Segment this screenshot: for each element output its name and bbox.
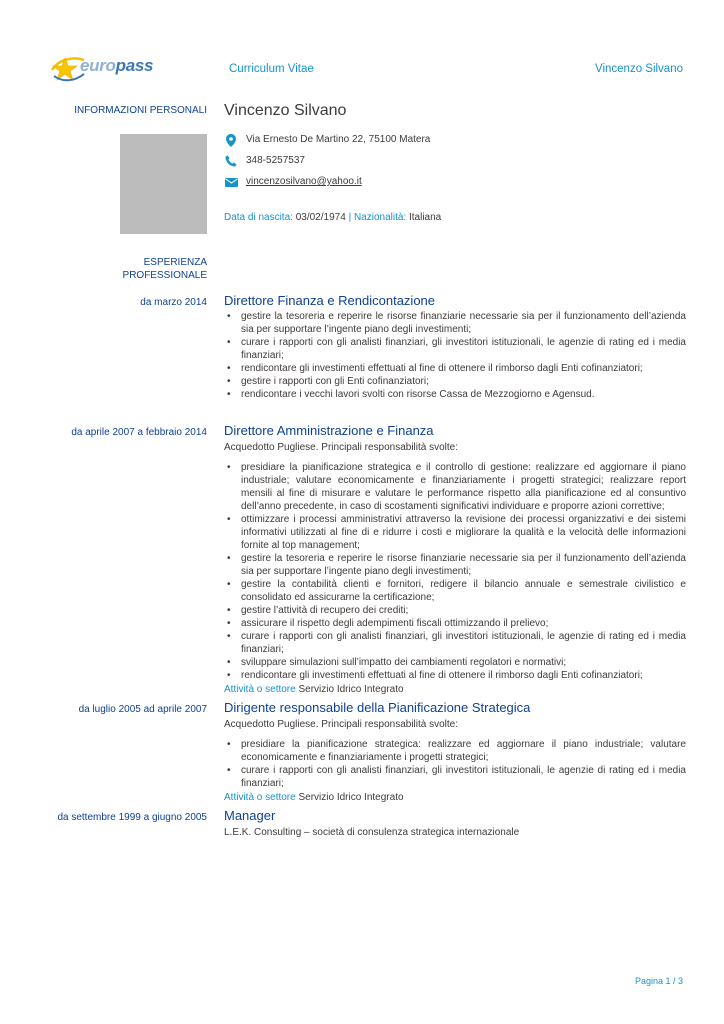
list-item: • gestire la tesoreria e reperire le risorse finanziarie necessarie sia per il funzionamento dell’azienda sia per supportare l’ingente piano degli investimenti; <box>224 310 686 336</box>
photo-placeholder <box>120 134 207 234</box>
job-bullets <box>224 738 686 790</box>
birth-value: 03/02/1974 <box>295 212 346 223</box>
job-period: da aprile 2007 a febbraio 2014 <box>71 427 207 438</box>
job-entry-4 <box>224 808 686 846</box>
header-cv-label: Curriculum Vitae <box>229 63 314 75</box>
job-sector <box>224 683 686 697</box>
list-item: • curare i rapporti con gli analisti finanziari, gli investitori istituzionali, le agenzie di rating ed i media finanziari; <box>224 764 686 790</box>
job-employer: L.E.K. Consulting – società di consulenza strategica internazionale <box>224 826 520 838</box>
job-period: da marzo 2014 <box>140 297 207 308</box>
list-item: • curare i rapporti con gli analisti finanziari, gli investitori istituzionali, le agenzie di rating ed i media finanziari; <box>224 336 686 362</box>
list-item: • assicurare il rispetto degli adempimenti fiscali ottimizzando il prelievo; <box>224 617 686 630</box>
email-row <box>224 175 362 189</box>
sector-value: Servizio Idrico Integrato <box>298 683 404 695</box>
list-item: • ottimizzare i processi amministrativi attraverso la revisione dei processi organizzativi e dei sistemi informativi utilizzati al fine di e ridurre i costi e migliorare la qualità e la velocità delle informazioni fornite al top management; <box>224 513 686 552</box>
list-item: • curare i rapporti con gli analisti finanziari, gli investitori istituzionali, le agenzie di rating ed i media finanziari; <box>224 630 686 656</box>
job-title: Direttore Amministrazione e Finanza <box>224 423 434 438</box>
page-number: Pagina 1 / 3 <box>634 976 683 986</box>
birth-nationality-line <box>224 211 441 225</box>
list-item: • rendicontare i vecchi lavori svolti con risorse Cassa de Mezzogiorno e Agensud. <box>224 388 686 401</box>
personal-name: Vincenzo Silvano <box>224 102 347 119</box>
sector-value: Servizio Idrico Integrato <box>298 791 404 803</box>
job-entry-2 <box>224 423 686 697</box>
logo-text-euro: euro <box>80 56 116 75</box>
location-pin-icon <box>224 133 238 147</box>
experience-label-line1: ESPERIENZA <box>143 257 207 268</box>
logo-text-pass: pass <box>115 56 154 75</box>
nationality-label: Nazionalità: <box>353 212 407 223</box>
nationality-value: Italiana <box>409 212 442 223</box>
address-row <box>224 133 430 147</box>
job-bullets <box>224 461 686 682</box>
list-item: • gestire i rapporti con gli Enti cofinanziatori; <box>224 375 686 388</box>
experience-label-line2: PROFESSIONALE <box>122 270 207 281</box>
sector-label: Attività o settore <box>224 791 296 803</box>
phone-row <box>224 154 305 168</box>
sector-label: Attività o settore <box>224 683 296 695</box>
phone-text: 348-5257537 <box>246 155 305 166</box>
job-sector <box>224 791 686 805</box>
phone-icon <box>224 154 238 168</box>
europass-logo <box>48 52 158 84</box>
experience-section-label <box>123 256 207 282</box>
email-link[interactable]: vincenzosilvano@yahoo.it <box>246 176 362 187</box>
job-bullets <box>224 310 686 401</box>
separator: | <box>348 212 352 223</box>
personal-info-label: INFORMAZIONI PERSONALI <box>74 105 207 116</box>
list-item: • rendicontare gli investimenti effettuati al fine di ottenere il rimborso dagli Enti cofinanziatori; <box>224 362 686 375</box>
email-icon <box>224 175 238 189</box>
job-title: Manager <box>224 808 276 823</box>
list-item: • rendicontare gli investimenti effettuati al fine di ottenere il rimborso dagli Enti cofinanziatori; <box>224 669 686 682</box>
job-entry-1 <box>224 293 686 401</box>
list-item: • presidiare la pianificazione strategica: realizzare ed aggiornare il piano industriale; valutare economicamente e finanziariamente i progetti strategici; <box>224 738 686 764</box>
header-name: Vincenzo Silvano <box>594 63 683 75</box>
job-employer: Acquedotto Pugliese. Principali responsabilità svolte: <box>224 718 459 730</box>
list-item: • presidiare la pianificazione strategica e il controllo di gestione: realizzare ed aggiornare il piano industriale; valutare economicamente e finanziariamente i progetti strategici; realizzare report mensili al fine di misurare e valutare le performance rispetto alla pianificazione ed al consuntivo dell’anno precedente, in caso di scostamenti significativi individuare e proporre azioni correttive; <box>224 461 686 513</box>
birth-label: Data di nascita: <box>224 212 293 223</box>
job-employer: Acquedotto Pugliese. Principali responsabilità svolte: <box>224 441 459 453</box>
address-text: Via Ernesto De Martino 22, 75100 Matera <box>246 134 431 145</box>
list-item: • sviluppare simulazioni sull’impatto dei cambiamenti regolatori e normativi; <box>224 656 686 669</box>
list-item: • gestire la tesoreria e reperire le risorse finanziarie necessarie sia per il funzionamento dell’azienda sia per supportare l’ingente piano degli investimenti; <box>224 552 686 578</box>
job-period: da luglio 2005 ad aprile 2007 <box>78 704 207 715</box>
job-entry-3 <box>224 700 686 805</box>
list-item: • gestire l’attività di recupero dei crediti; <box>224 604 686 617</box>
job-period: da settembre 1999 a giugno 2005 <box>57 812 207 823</box>
job-title: Direttore Finanza e Rendicontazione <box>224 293 436 308</box>
list-item: • gestire la contabilità clienti e fornitori, redigere il bilancio annuale e semestrale civilistico e consolidato ed assicurarne la certificazione; <box>224 578 686 604</box>
job-title: Dirigente responsabile della Pianificazione Strategica <box>224 700 531 715</box>
